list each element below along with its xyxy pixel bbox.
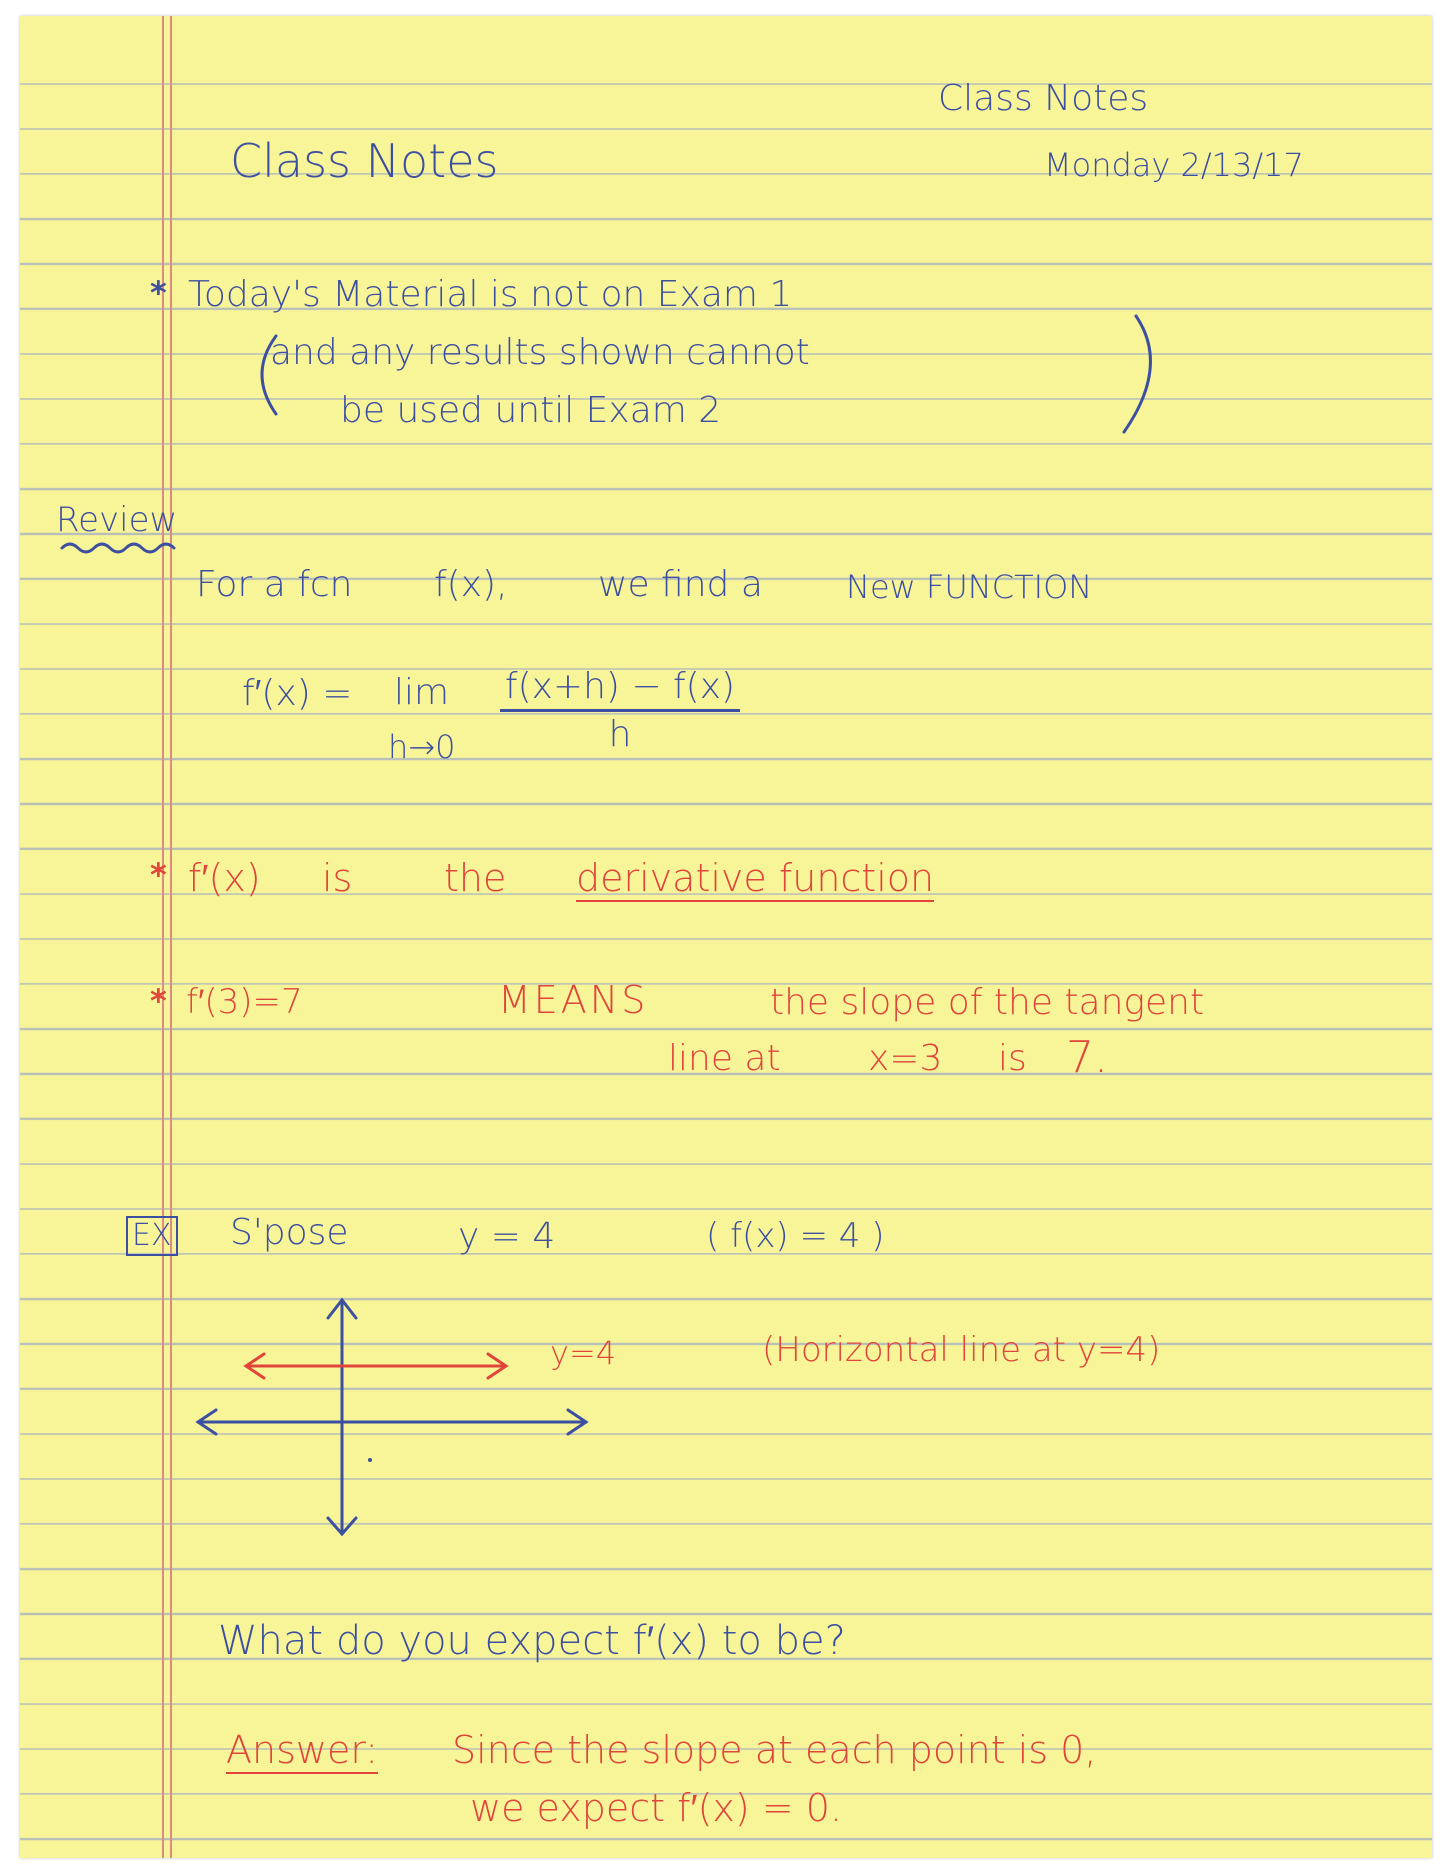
statement-1-derivative-function: derivative function [576, 856, 935, 900]
date-label: Monday 2/13/17 [1044, 146, 1304, 184]
example-fx-paren: ( f(x) = 4 ) [706, 1216, 885, 1256]
quotient-denominator: h [608, 714, 632, 755]
statement-1-fx: f′(x) [188, 856, 261, 900]
asterisk-icon: * [150, 274, 167, 312]
review-underline [62, 544, 174, 552]
review-intro-fx: f(x), [434, 564, 508, 605]
statement-2-value: f′(3)=7 [186, 982, 303, 1022]
statement-2-means: MEANS [498, 978, 649, 1022]
example-equation: y = 4 [458, 1216, 556, 1257]
dot [368, 1458, 372, 1462]
notice-line-2: and any results shown cannot [270, 332, 810, 373]
example-note: (Horizontal line at y=4) [762, 1330, 1161, 1370]
statement-2-is: is [998, 1038, 1027, 1079]
notice-line-1: Today's Material is not on Exam 1 [188, 274, 793, 315]
left-paren [262, 336, 276, 414]
review-intro-new-function: New FUNCTION [846, 568, 1093, 606]
review-label: Review [56, 500, 178, 540]
page-title: Class Notes [230, 134, 499, 188]
derivative-lhs: f′(x) = [242, 673, 353, 714]
answer-line-2: we expect f′(x) = 0. [470, 1786, 843, 1830]
asterisk-icon: * [150, 982, 167, 1020]
asterisk-icon: * [150, 856, 167, 894]
question-text: What do you expect f′(x) to be? [218, 1618, 846, 1664]
graph-line-label: y=4 [550, 1334, 617, 1372]
review-intro-fcn: For a fcn [196, 564, 353, 605]
example-fx: f(x) = 4 [730, 1216, 861, 1256]
notice-line-3: be used until Exam 2 [340, 390, 722, 431]
review-intro-find: we find a [598, 564, 763, 605]
example-tag: EX [126, 1216, 178, 1256]
notebook-page [20, 16, 1432, 1858]
answer-line-1: Since the slope at each point is 0, [452, 1728, 1097, 1772]
statement-2-x-equals: x=3 [868, 1038, 943, 1079]
graph-sketch [20, 16, 1432, 1858]
statement-2-slope: the slope of the tangent [770, 982, 1205, 1023]
statement-1-is: is [322, 856, 353, 900]
header-title-right: Class Notes [938, 78, 1149, 119]
limit-symbol: lim [394, 672, 450, 713]
statement-1-the: the [444, 856, 507, 900]
limit-subscript: h→0 [388, 728, 456, 766]
statement-2-seven: 7. [1066, 1032, 1108, 1083]
right-paren [1124, 316, 1150, 432]
statement-2-line-at: line at [668, 1038, 781, 1079]
example-spose: S'pose [230, 1212, 349, 1253]
answer-label: Answer: [226, 1728, 379, 1772]
quotient-numerator: f(x+h) − f(x) [500, 666, 740, 712]
example-note-text: Horizontal line at y=4 [775, 1330, 1148, 1370]
